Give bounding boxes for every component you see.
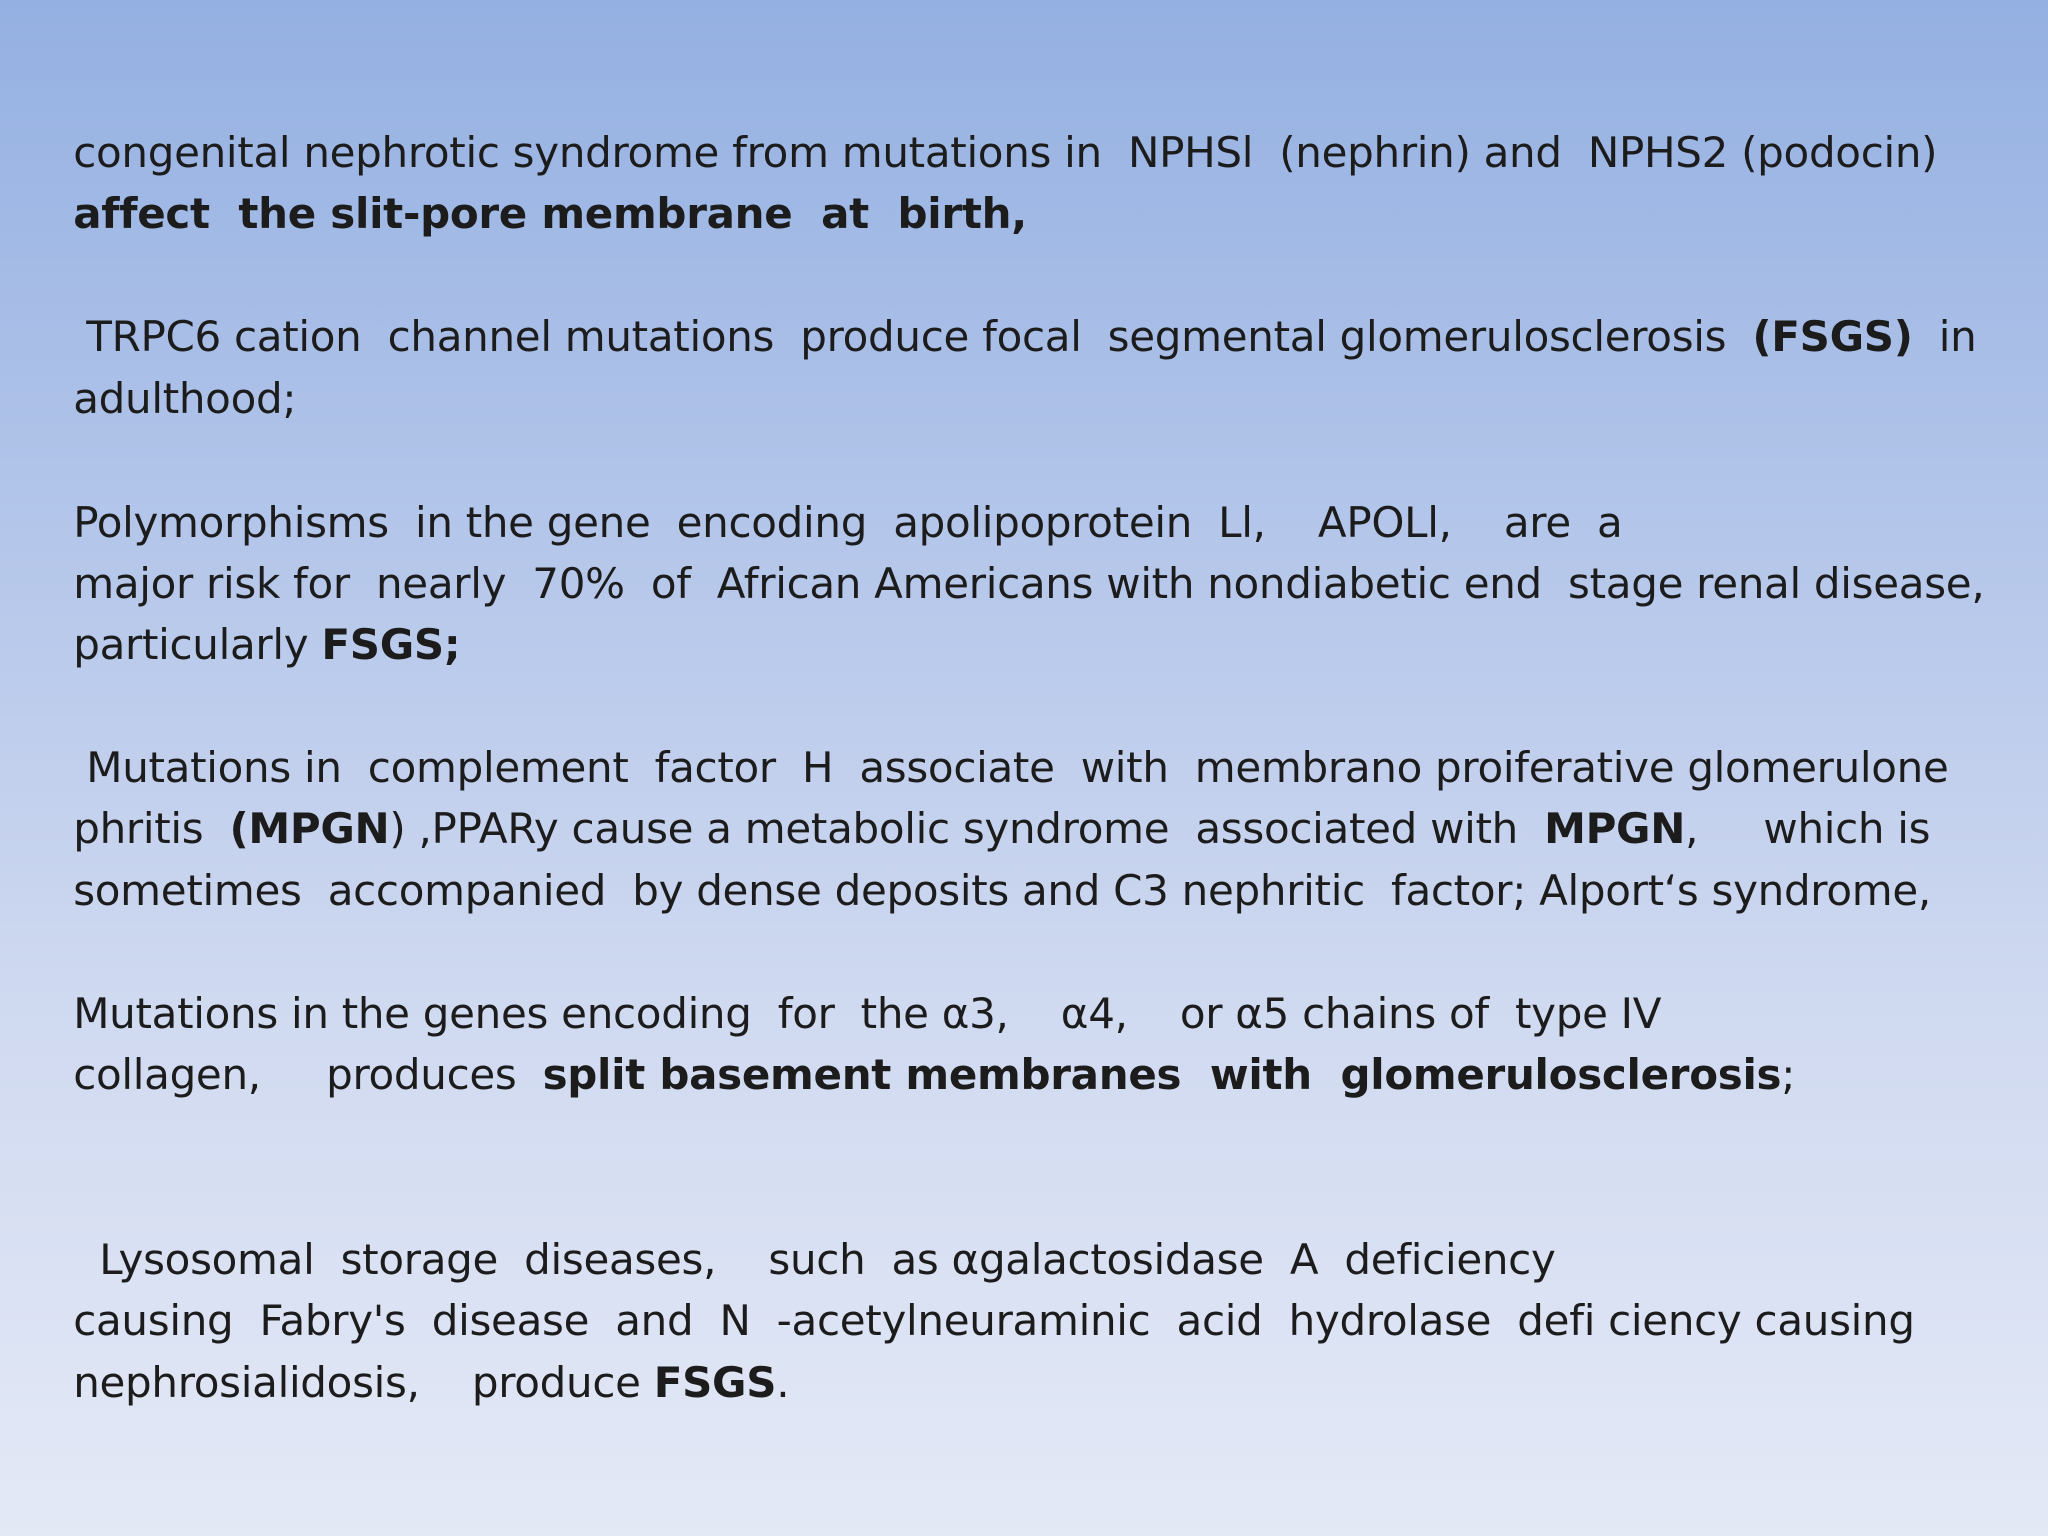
text-run: , which is — [1685, 804, 1931, 853]
text-run-bold: (MPGN — [229, 804, 390, 853]
text-run: congenital nephrotic syndrome from mutations in NPHSl (nephrin) and NPHS2 (podocin) — [73, 128, 1938, 177]
text-run-bold: affect the slit-pore membrane at birth, — [73, 189, 1027, 238]
text-run: sometimes accompanied by dense deposits and C3 nephritic factor; Alport‘s syndrome, — [73, 866, 1931, 915]
text-run-bold: MPGN — [1544, 804, 1686, 853]
text-run: . — [776, 1358, 790, 1407]
paragraph-2-line-1 — [21, 247, 1976, 427]
text-run: major risk for nearly 70% of African Americans with nondiabetic end stage renal disease, — [73, 559, 1985, 608]
text-run-bold: split basement membranes with glomerulosclerosis — [542, 1050, 1782, 1099]
text-run: nephrosialidosis, produce — [73, 1358, 654, 1407]
text-run: ; — [1781, 1050, 1796, 1099]
text-run: TRPC6 cation channel mutations produce focal segmental glomerulosclerosis — [73, 312, 1753, 361]
text-run: particularly — [73, 620, 322, 669]
text-run-bold: FSGS — [653, 1358, 777, 1407]
paragraph-5-line-2 — [21, 985, 1795, 1165]
text-run: causing Fabry's disease and N -acetylneuraminic acid hydrolase defi ciency causing — [73, 1296, 1915, 1345]
text-run: ) ,PPARy cause a metabolic syndrome associated with — [389, 804, 1545, 853]
text-run: Mutations in complement factor H associate with membrano proiferative glomerulone — [73, 743, 1949, 792]
text-run: in — [1912, 312, 1977, 361]
text-run: adulthood; — [73, 374, 297, 423]
text-run-bold: (FSGS) — [1752, 312, 1913, 361]
text-run-bold: FSGS; — [321, 620, 461, 669]
text-run: Lysosomal storage diseases, such as αgalactosidase A deficiency — [73, 1235, 1556, 1284]
text-run: collagen, produces — [73, 1050, 543, 1099]
paragraph-6-line-3 — [21, 1293, 789, 1473]
text-run: Polymorphisms in the gene encoding apolipoprotein Ll, APOLl, are a — [73, 498, 1623, 547]
text-run: Mutations in the genes encoding for the α3, α4, or α5 chains of type IV — [73, 989, 1662, 1038]
text-run: phritis — [73, 804, 230, 853]
